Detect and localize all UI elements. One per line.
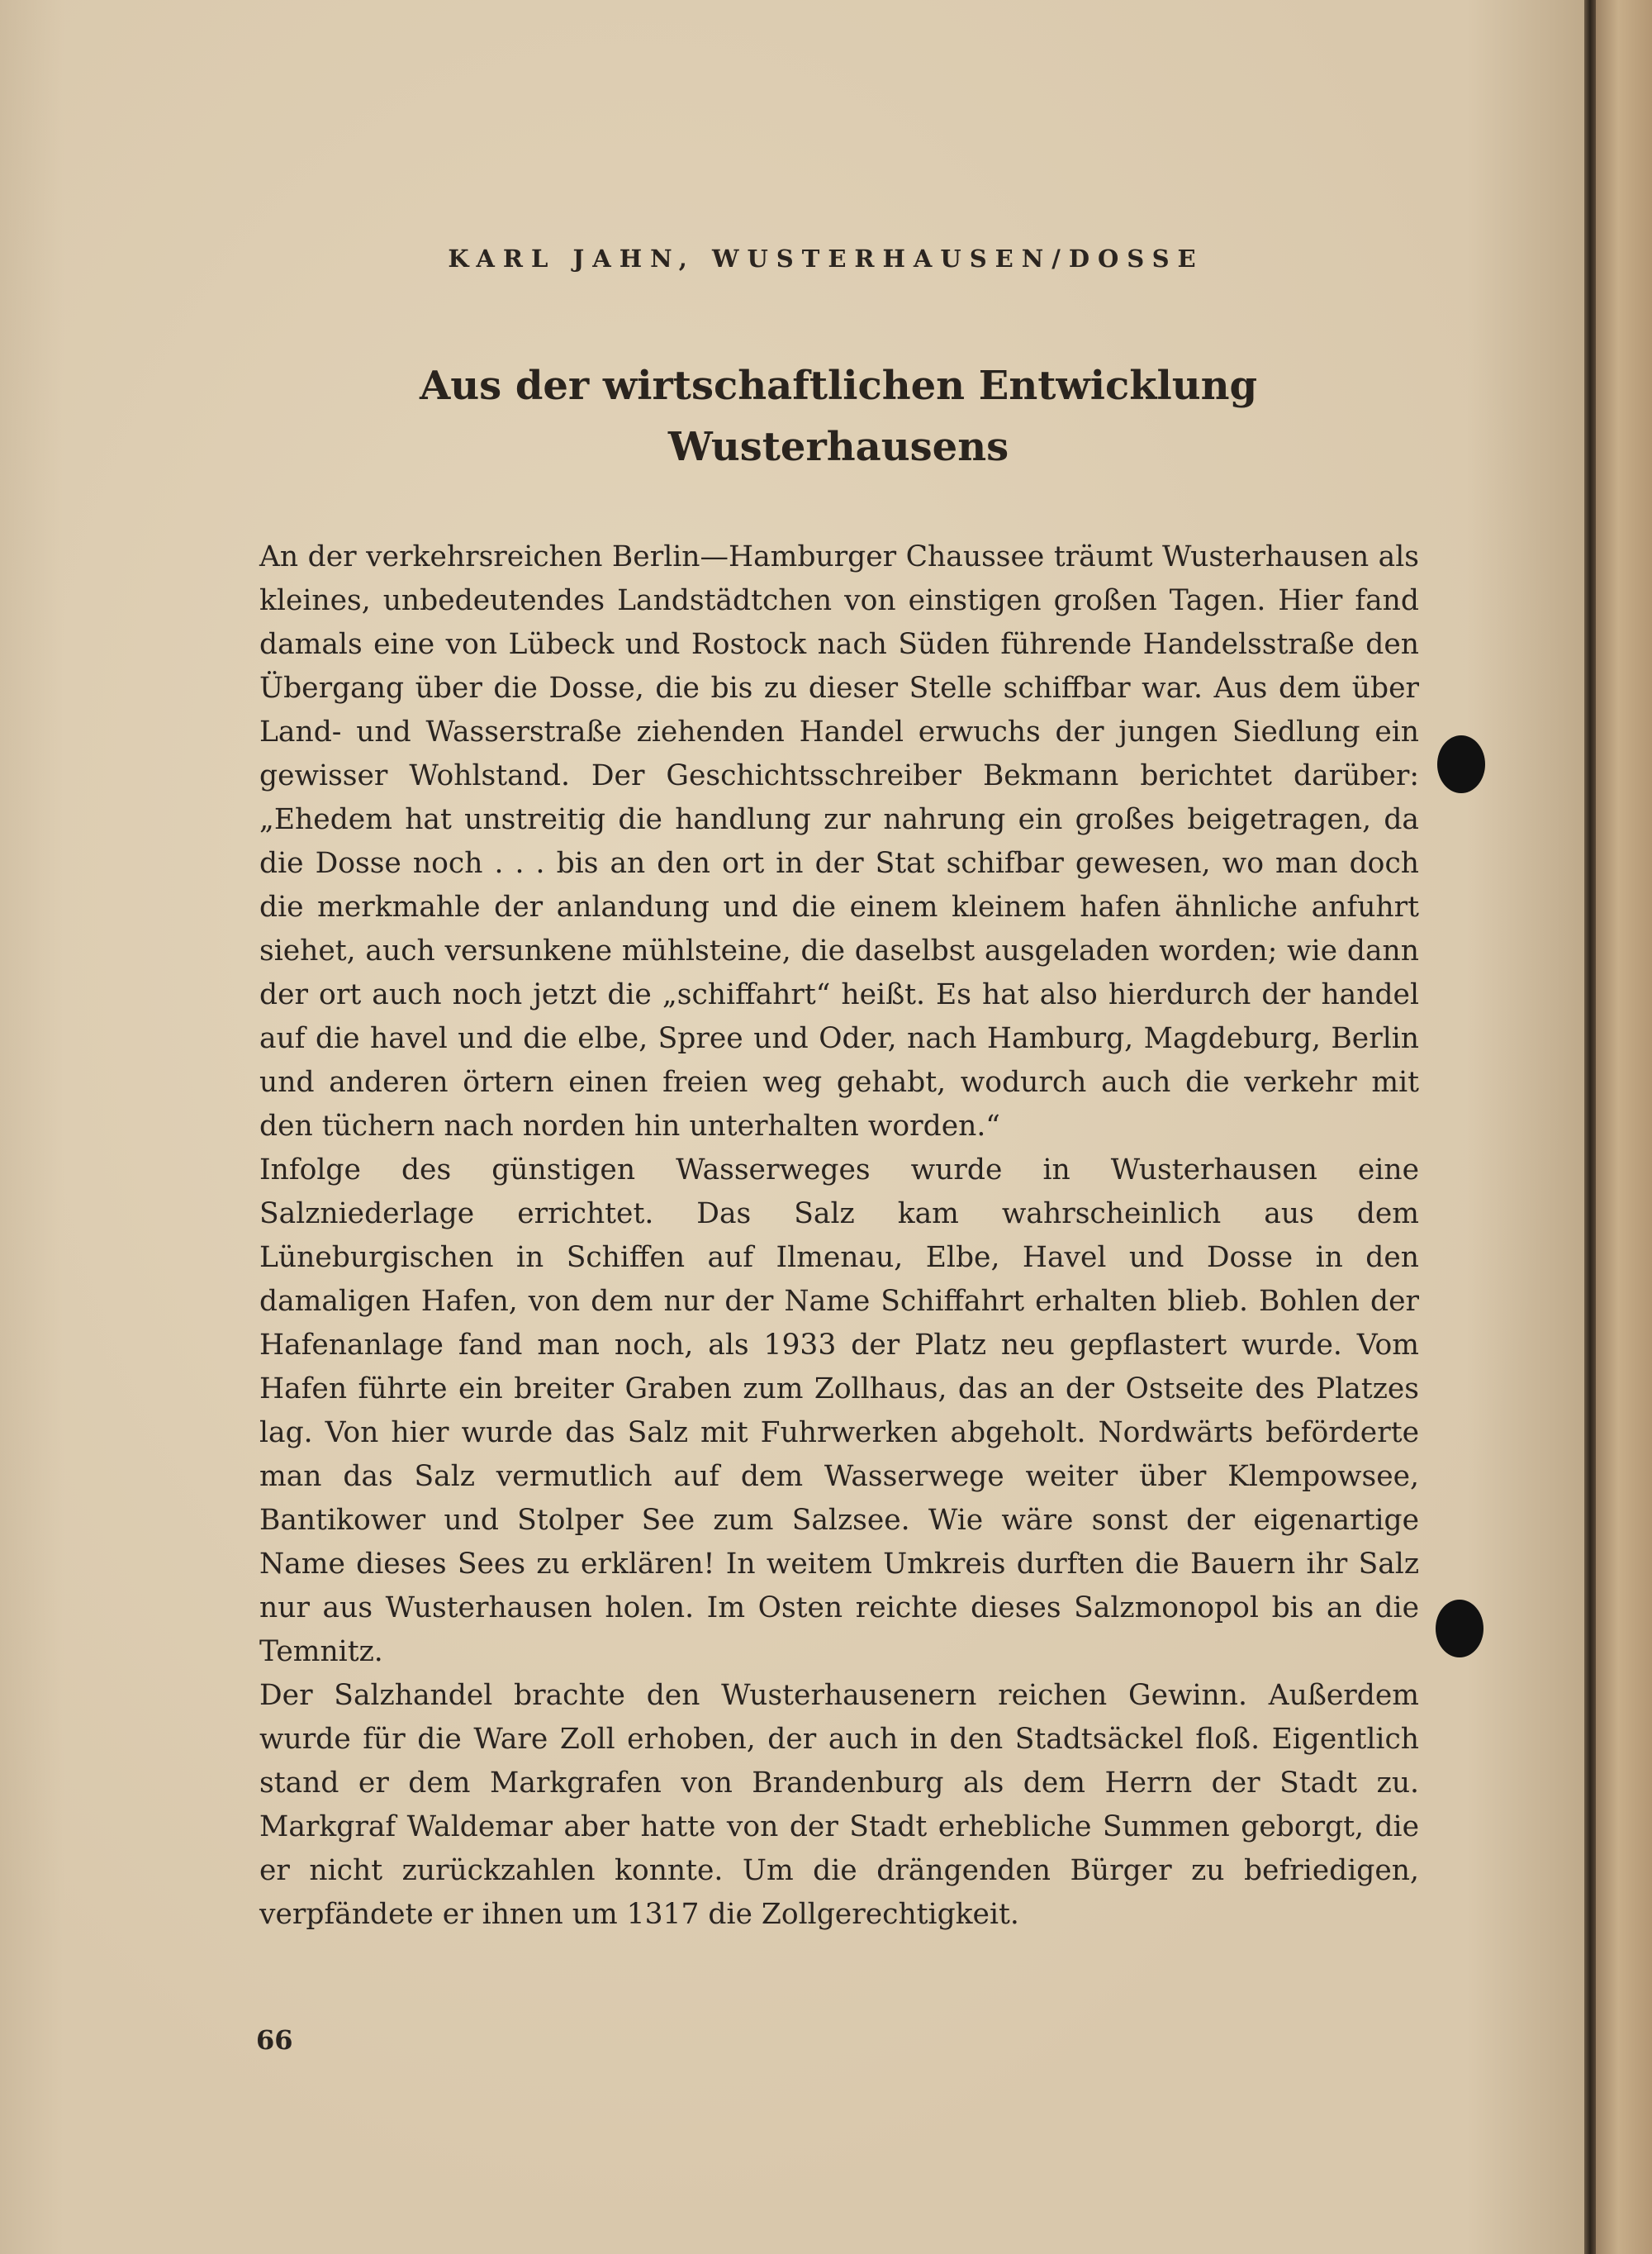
book-spine xyxy=(1584,0,1596,2254)
page-number: 66 xyxy=(256,2024,293,2056)
adjacent-page-edge xyxy=(1596,0,1652,2254)
paragraph-1: An der verkehrsreichen Berlin—Hamburger Chaussee träumt Wusterhausen als kleines, unbedeutendes Landstädtchen von einstigen großen Tagen. Hier fand damals eine von Lübeck und Rostock nach Süden führende Handelsstraße den Übergang über die Dosse, die bis zu dieser Stelle schiffbar war. Aus dem über Land- und Wasserstraße ziehenden Handel erwuchs der jungen Siedlung ein gewisser Wohlstand. Der Geschichtsschreiber Bekmann berichtet darüber: „Ehedem hat unstreitig die handlung zur nahrung ein großes beigetragen, da die Dosse noch . . . bis an den ort in der Stat schifbar gewesen, wo man doch die merkmahle der anlandung und die einem kleinem hafen ähnliche anfuhrt siehet, auch versunkene mühlsteine, die daselbst ausgeladen worden; wie dann der ort auch noch jetzt die „schiffahrt“ heißt. Es hat also hierdurch der handel auf die havel und die elbe, Spree und Oder, nach Hamburg, Magdeburg, Berlin und anderen örtern einen freien weg gehabt, wodurch auch die verkehr mit den tüchern nach norden hin unterhalten worden.“ xyxy=(259,540,1419,1143)
title-line-1: Aus der wirtschaftlichen Entwicklung xyxy=(419,363,1258,409)
article-body xyxy=(259,535,1419,1937)
punch-hole xyxy=(1436,1600,1483,1657)
article-title xyxy=(0,355,1652,478)
author-header: KARL JAHN, WUSTERHAUSEN/DOSSE xyxy=(448,245,1204,273)
punch-hole xyxy=(1437,735,1485,793)
paragraph-2: Infolge des günstigen Wasserweges wurde in Wusterhausen eine Salzniederlage errichtet. Das Salz kam wahrscheinlich aus dem Lüneburgischen in Schiffen auf Ilmenau, Elbe, Havel und Dosse in den damaligen Hafen, von dem nur der Name Schiffahrt erhalten blieb. Bohlen der Hafenanlage fand man noch, als 1933 der Platz neu gepflastert wurde. Vom Hafen führte ein breiter Graben zum Zollhaus, das an der Ostseite des Platzes lag. Von hier wurde das Salz mit Fuhrwerken abgeholt. Nordwärts beförderte man das Salz vermutlich auf dem Wasserwege weiter über Klempowsee, Bantikower und Stolper See zum Salzsee. Wie wäre sonst der eigenartige Name dieses Sees zu erklären! In weitem Umkreis durften die Bauern ihr Salz nur aus Wusterhausen holen. Im Osten reichte dieses Salzmonopol bis an die Temnitz. xyxy=(259,1153,1419,1668)
paragraph-3: Der Salzhandel brachte den Wusterhausenern reichen Gewinn. Außerdem wurde für die Ware Zoll erhoben, der auch in den Stadtsäckel floß. Eigentlich stand er dem Markgrafen von Brandenburg als dem Herrn der Stadt zu. Markgraf Waldemar aber hatte von der Stadt erhebliche Summen geborgt, die er nicht zurückzahlen konnte. Um die drängenden Bürger zu befriedigen, verpfändete er ihnen um 1317 die Zollgerechtigkeit. xyxy=(259,1679,1419,1931)
title-line-2: Wusterhausens xyxy=(667,424,1009,470)
